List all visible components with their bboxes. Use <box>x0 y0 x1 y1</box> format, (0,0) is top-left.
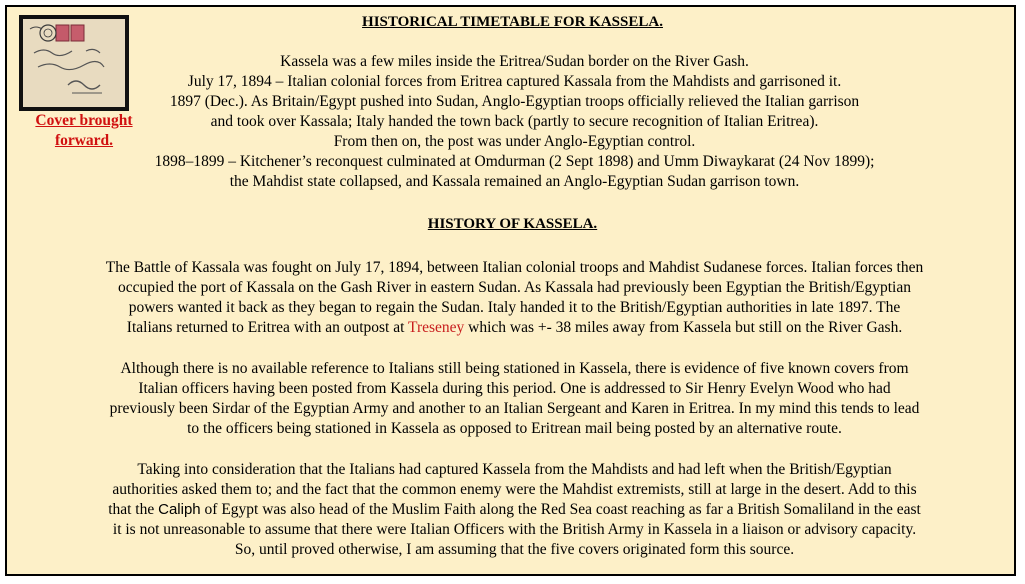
timetable-line: and took over Kassala; Italy handed the town back (partly to secure recognition of Italian Eritrea). <box>210 113 819 130</box>
paragraph-line: occupied the port of Kassala on the Gash River in eastern Sudan. As Kassala had previously been Egyptian the British/Egyptian <box>118 279 911 296</box>
timetable-line: July 17, 1894 – Italian colonial forces from Eritrea captured Kassala from the Mahdists and garrisoned it. <box>187 73 842 90</box>
history-paragraph-1 <box>47 258 982 338</box>
document-frame <box>5 5 1016 576</box>
timetable-line: Kassela was a few miles inside the Eritrea/Sudan border on the River Gash. <box>280 53 749 70</box>
paragraph-line: Italian officers having been posted from Kassela during this period. One is addressed to Sir Henry Evelyn Wood who had <box>138 380 891 397</box>
paragraph-line: authorities asked them to; and the fact that the common enemy were the Mahdist extremists, still at large in the desert. Add to this <box>112 481 917 498</box>
timetable-title: HISTORICAL TIMETABLE FOR KASSELA. <box>362 14 663 30</box>
paragraph-line <box>47 318 982 338</box>
caliph-word: Caliph <box>158 501 201 518</box>
paragraph-line: it is not unreasonable to assume that there were Italian Officers with the British Army in Kassela in a liaison or advisory capacity. <box>112 521 917 538</box>
cover-caption-line-2: forward. <box>54 132 114 149</box>
paragraph-line: previously been Sirdar of the Egyptian Army and another to an Italian Sergeant and Karen in Eritrea. In my mind this tends to lead <box>109 400 920 417</box>
text-span: that the <box>108 501 159 518</box>
history-title: HISTORY OF KASSELA. <box>427 216 598 232</box>
paragraph-line: The Battle of Kassala was fought on July 17, 1894, between Italian colonial troops and Mahdist Sudanese forces. Italian forces then <box>105 259 924 276</box>
paragraph-line: Taking into consideration that the Italians had captured Kassela from the Mahdists and had left when the British/Egyptian <box>137 461 892 478</box>
timetable-line: the Mahdist state collapsed, and Kassala remained an Anglo-Egyptian Sudan garrison town. <box>229 173 800 190</box>
history-paragraph-3 <box>47 460 982 560</box>
timetable-line: 1897 (Dec.). As Britain/Egypt pushed into Sudan, Anglo-Egyptian troops officially relieved the Italian garrison <box>169 93 860 110</box>
text-span: of Egypt was also head of the Muslim Faith along the Red Sea coast reaching as far a British Somaliland in the east <box>200 501 921 518</box>
timetable-line: From then on, the post was under Anglo-Egyptian control. <box>333 133 696 150</box>
paragraph-line: powers wanted it back as they began to regain the Sudan. Italy handed it to the British/Egyptian authorities in late 1897. The <box>128 299 901 316</box>
timetable-block <box>47 52 982 192</box>
text-span: which was +- 38 miles away from Kassela but still on the River Gash. <box>464 319 903 336</box>
cover-caption-line-1: Cover brought <box>35 112 133 129</box>
paragraph-line: So, until proved otherwise, I am assuming that the five covers originated form this source. <box>234 541 795 558</box>
treseney-highlight: Treseney <box>408 319 465 336</box>
text-span: Italians returned to Eritrea with an outpost at <box>126 319 409 336</box>
paragraph-line <box>47 500 982 520</box>
timetable-line: 1898–1899 – Kitchener’s reconquest culminated at Omdurman (2 Sept 1898) and Umm Diwaykarat (24 Nov 1899); <box>154 153 875 170</box>
history-paragraph-2 <box>47 359 982 439</box>
paragraph-line: Although there is no available reference to Italians still being stationed in Kassela, there is evidence of five known covers from <box>120 360 909 377</box>
paragraph-line: to the officers being stationed in Kassela as opposed to Eritrean mail being posted by an alternative route. <box>187 420 842 437</box>
